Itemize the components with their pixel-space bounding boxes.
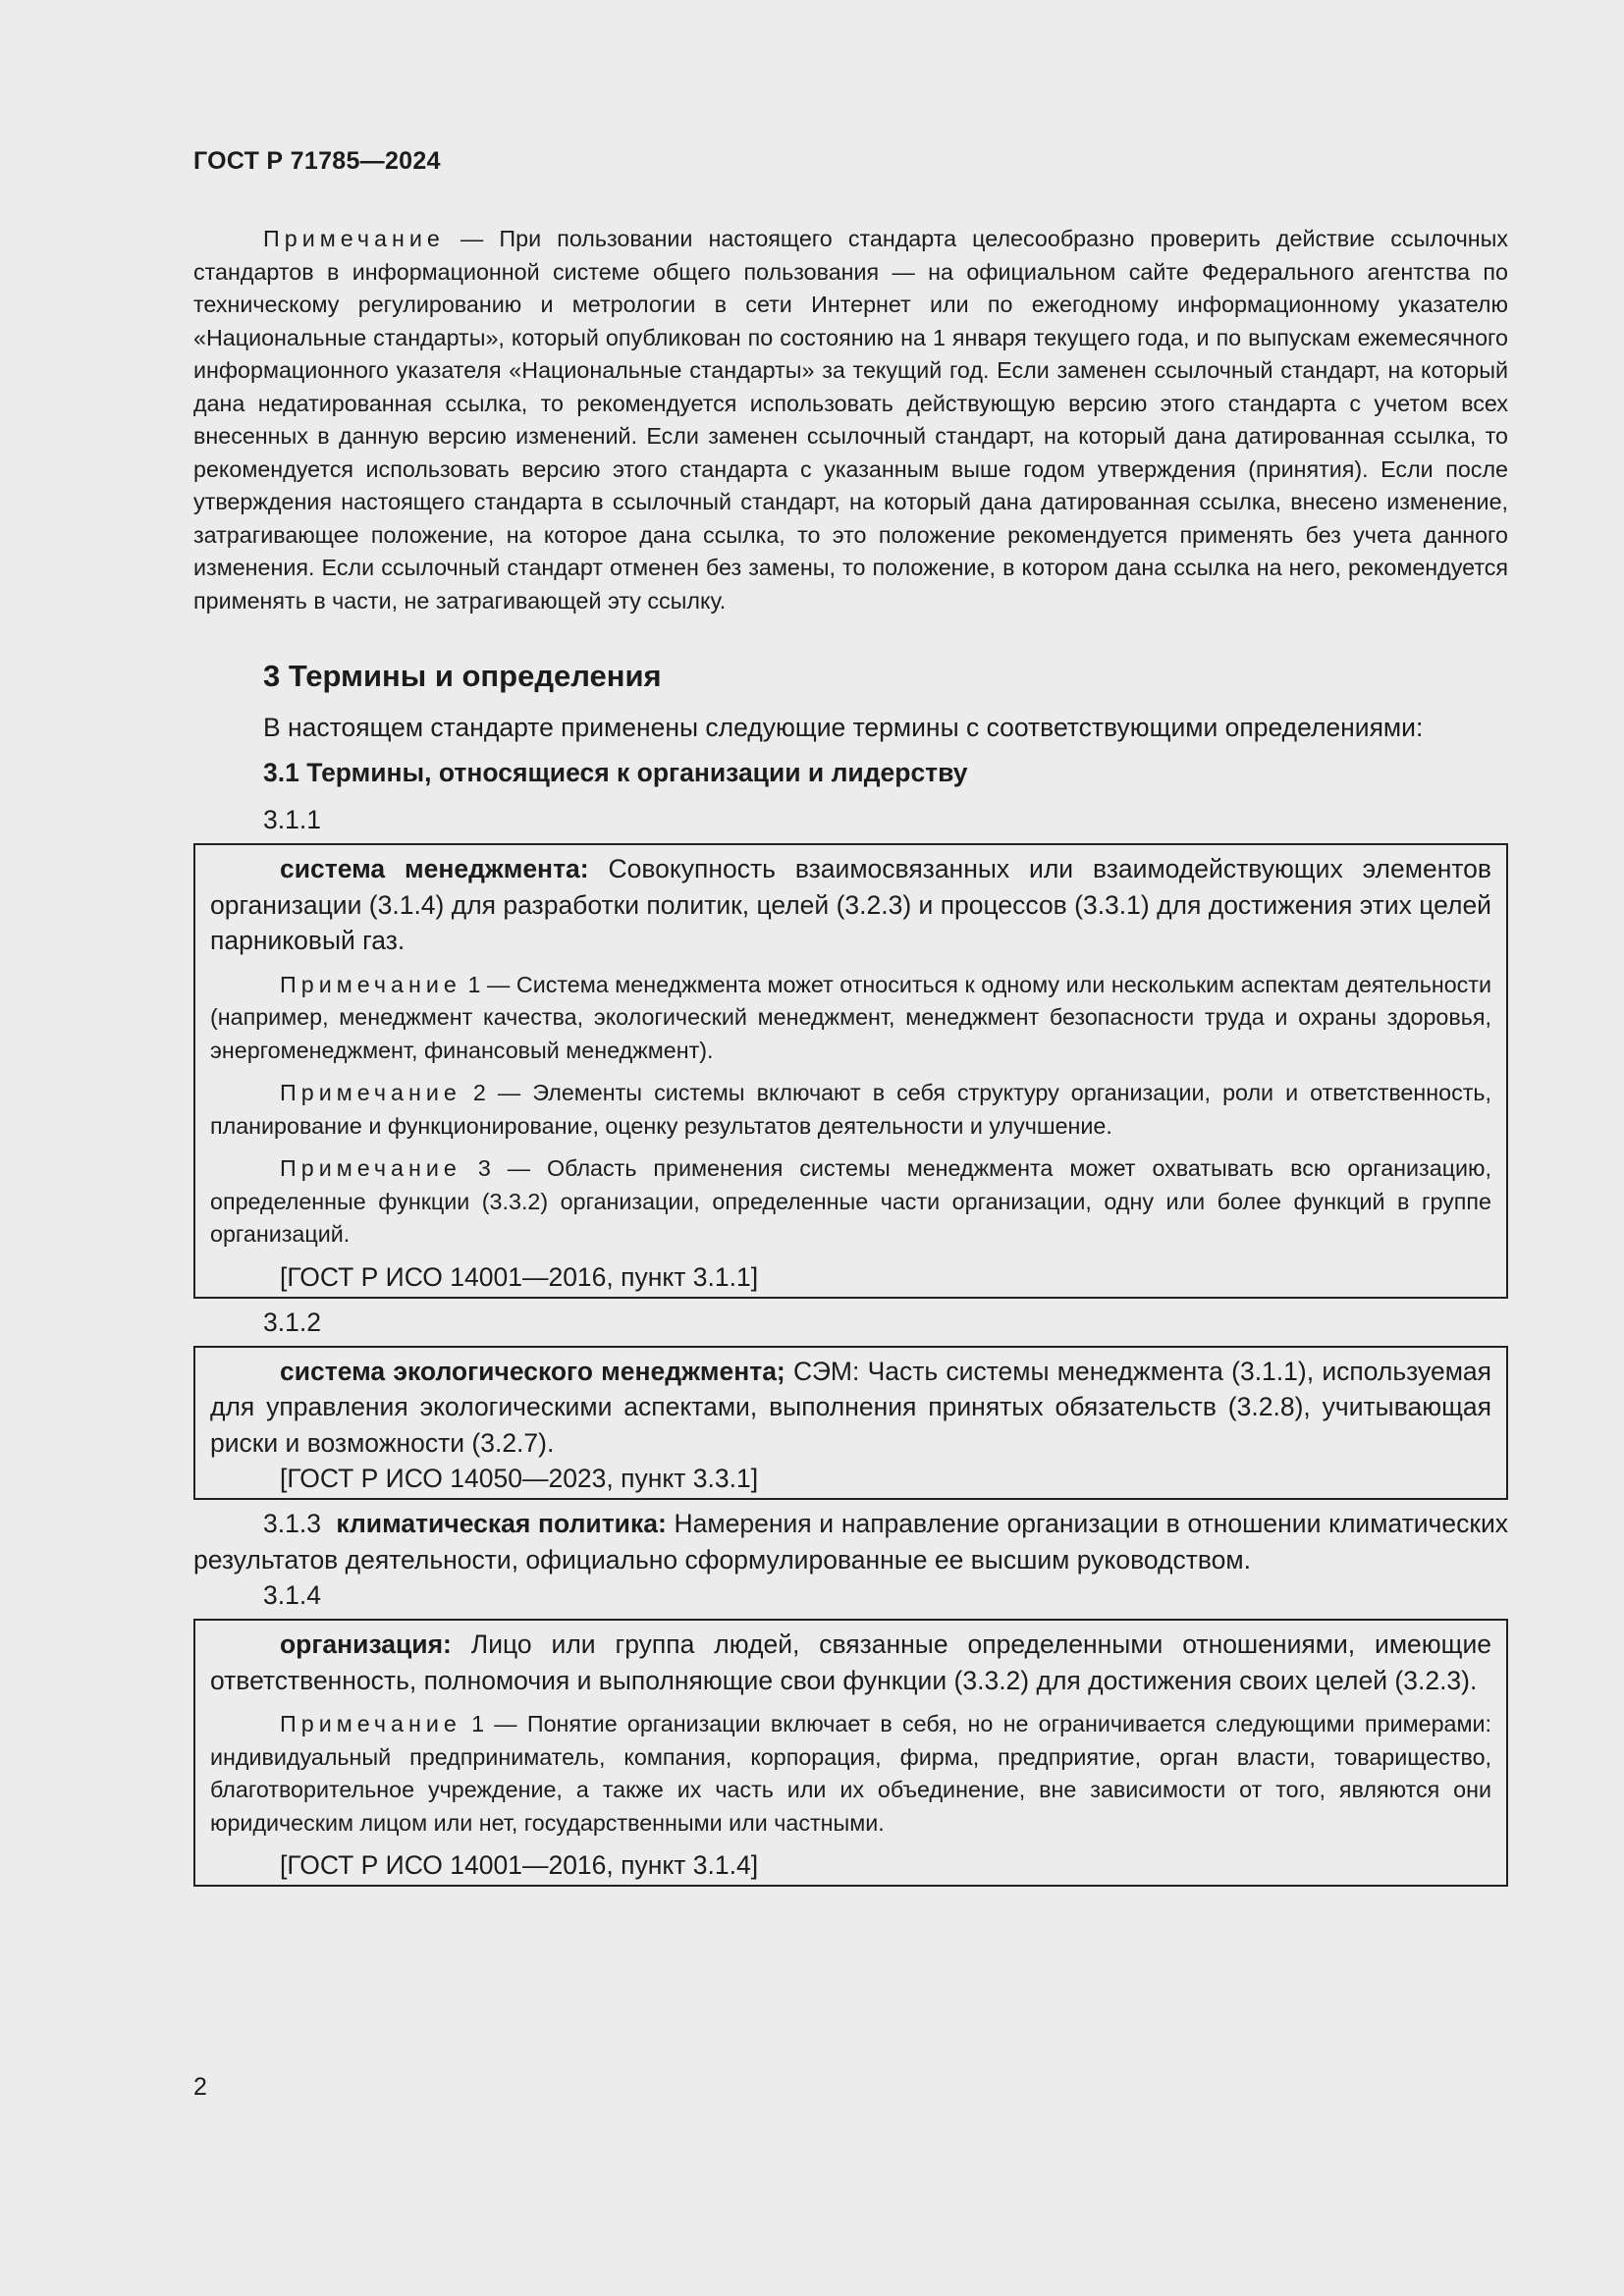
term-source: [ГОСТ Р ИСО 14001—2016, пункт 3.1.1] [280,1261,759,1292]
term-number: 3.1.3 [263,1509,321,1538]
note-number: 1 [460,971,481,997]
term-box [193,1346,1508,1501]
section-intro: В настоящем стандарте применены следующие термины с соответствующими определениями: [263,713,1424,742]
note-text: — Понятие организации включает в себя, но не ограничивается следующими примерами: индивидуальный предприниматель, компания, корпорация, фирма, предприятие, орган власти, товарищество, благотворительное учреждение, а также их часть или их объединение, вне зависимости от того, являются они юридическим лицом или нет, государственными или частными. [210,1711,1492,1836]
note-number: 1 [460,1711,485,1736]
note-label: Примечание [263,226,445,251]
term-note [210,1708,1491,1840]
term-box [193,1619,1508,1887]
reference-note [193,223,1508,617]
page-content [193,223,1508,1893]
term-number: 3.1.1 [263,805,321,834]
page-number: 2 [193,2073,207,2101]
term-number: 3.1.4 [263,1580,321,1610]
term-definition [210,1627,1491,1698]
note-text: — При пользовании настоящего стандарта целесообразно проверить действие ссылочных стандартов в информационной системе общего пользования — на официальном сайте Федерального агентства по техническому регулированию и метрологии в сети Интернет или по ежегодному информационному указателю «Национальные стандарты», который опубликован по состоянию на 1 января текущего года, и по выпускам ежемесячного информационного указателя «Национальные стандарты» за текущий год. Если заменен ссылочный стандарт, на который дана недатированная ссылка, то рекомендуется использовать действующую версию этого стандарта с учетом всех внесенных в данную версию изменений. Если заменен ссылочный стандарт, на который дана датированная ссылка, то рекомендуется использовать версию этого стандарта с указанным выше годом утверждения (принятия). Если после утверждения настоящего стандарта в ссылочный стандарт, на который дана датированная ссылка, внесено изменение, затрагивающее положение, на которое дана ссылка, то это положение рекомендуется применять без учета данного изменения. Если ссылочный стандарт отменен без замены, то положение, в котором дана ссылка на него, рекомендуется применять в части, не затрагивающей эту ссылку. [193,226,1508,614]
term-number: 3.1.2 [263,1307,321,1337]
term-source: [ГОСТ Р ИСО 14001—2016, пункт 3.1.4] [280,1850,759,1880]
term-name: климатическая политика: [336,1509,667,1538]
note-text: — Элементы системы включают в себя структуру организации, роли и ответственность, планирование и функционирование, оценку результатов деятельности и улучшение. [210,1080,1492,1139]
document-header: ГОСТ Р 71785—2024 [193,147,441,175]
term-definition [210,851,1491,959]
note-label: Примечание [280,1155,461,1181]
term-text: Совокупность взаимосвязанных или взаимодействующих элементов организации (3.1.4) для разработки политик, целей (3.2.3) и процессов (3.3.1) для достижения этих целей парниковый газ. [210,854,1491,955]
term-source: [ГОСТ Р ИСО 14050—2023, пункт 3.3.1] [280,1464,759,1493]
note-label: Примечание [280,1711,461,1736]
term-name: система экологического менеджмента; [280,1356,785,1386]
note-number: 2 [460,1080,486,1105]
term-name: организация: [280,1629,452,1659]
term-note [210,969,1491,1068]
note-text: — Система менеджмента может относиться к одному или нескольким аспектам деятельности (например, менеджмент качества, экологический менеджмент, менеджмент безопасности труда и охраны здоровья, энергоменеджмент, финансовый менеджмент). [210,971,1491,1063]
term-note [210,1152,1491,1252]
term-name: система менеджмента: [280,854,589,883]
term-box [193,843,1508,1299]
note-label: Примечание [280,971,461,997]
note-number: 3 [460,1155,491,1181]
subsection-title: 3.1 Термины, относящиеся к организации и лидерству [263,758,968,787]
note-text: — Область применения системы менеджмента может охватывать всю организацию, определенные функции (3.3.2) организации, определенные части организации, одну или более функций в группе организаций. [210,1155,1491,1247]
term-definition [210,1354,1491,1462]
term-note [210,1077,1491,1143]
term-text: Намерения и направление организации в отношении климатических результатов деятельности, официально сформулированные ее высшим руководством. [193,1509,1508,1575]
term-text: СЭМ: Часть системы менеджмента (3.1.1), используемая для управления экологическими аспектами, выполнения принятых обязательств (3.2.8), учитывающая риски и возможности (3.2.7). [210,1356,1492,1458]
note-label: Примечание [280,1080,461,1105]
term-definition [193,1506,1508,1577]
term-text: Лицо или группа людей, связанные определенными отношениями, имеющие ответственность, полномочия и выполняющие свои функции (3.3.2) для достижения своих целей (3.2.3). [210,1629,1491,1695]
section-title: 3 Термины и определения [263,659,662,693]
